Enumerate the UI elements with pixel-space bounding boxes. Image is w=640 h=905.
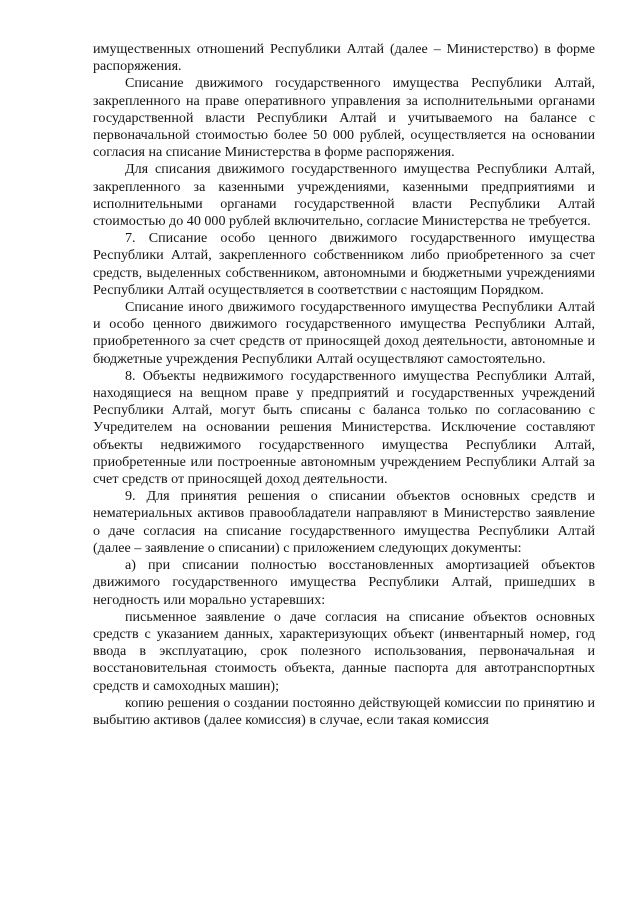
- paragraph-3: Для списания движимого государственного имущества Республики Алтай, закрепленного за казенными учреждениями, казенными предприятиями и исполнительными органами государственной власти Республики Алтай стоимостью до 40 000 рублей включительно, согласие Министерства не требуется.: [93, 161, 595, 230]
- paragraph-9: письменное заявление о даче согласия на списание объектов основных средств с указанием данных, характеризующих объект (инвентарный номер, год ввода в эксплуатацию, срок полезного использования, первоначальная и восстановительная стоимость объекта, данные паспорта для автотранспортных средств и самоходных машин);: [93, 608, 595, 694]
- paragraph-1: имущественных отношений Республики Алтай (далее – Министерство) в форме распоряжения.: [93, 41, 595, 75]
- paragraph-6: 8. Объекты недвижимого государственного имущества Республики Алтай, находящиеся на вещном праве у предприятий и государственных учреждений Республики Алтай, могут быть списаны с баланса только по согласованию с Учредителем на основании решения Министерства. Исключение составляют объекты недвижимого государственного имущества Республики Алтай, приобретенные или построенные автономным учреждением Республики Алтай за счет средств от приносящей доход деятельности.: [93, 367, 595, 488]
- paragraph-5: Списание иного движимого государственного имущества Республики Алтай и особо ценного движимого государственного имущества Республики Алтай, приобретенного за счет средств от приносящей доход деятельности, автономные и бюджетные учреждения Республики Алтай осуществляют самостоятельно.: [93, 299, 595, 367]
- paragraph-8: а) при списании полностью восстановленных амортизацией объектов движимого государственного имущества Республики Алтай, пришедших в негодность или морально устаревших:: [93, 557, 595, 608]
- paragraph-7: 9. Для принятия решения о списании объектов основных средств и нематериальных активов правообладатели направляют в Министерство заявление о даче согласия на списание государственного имущества Республики Алтай (далее – заявление о списании) с приложением следующих документы:: [93, 488, 595, 556]
- paragraph-10: копию решения о создании постоянно действующей комиссии по принятию и выбытию активов (далее комиссия) в случае, если такая комиссия: [93, 694, 595, 728]
- document-body: [93, 41, 595, 729]
- paragraph-2: Списание движимого государственного имущества Республики Алтай, закрепленного на праве оперативного управления за исполнительными органами государственной власти Республики Алтай и учитываемого на балансе с первоначальной стоимостью более 50 000 рублей, осуществляется на основании согласия на списание Министерства в форме распоряжения.: [93, 75, 595, 161]
- paragraph-4: 7. Списание особо ценного движимого государственного имущества Республики Алтай, закрепленного собственником либо приобретенного за счет средств, выделенных собственником, автономными и бюджетными учреждениями Республики Алтай осуществляется в соответствии с настоящим Порядком.: [93, 230, 595, 298]
